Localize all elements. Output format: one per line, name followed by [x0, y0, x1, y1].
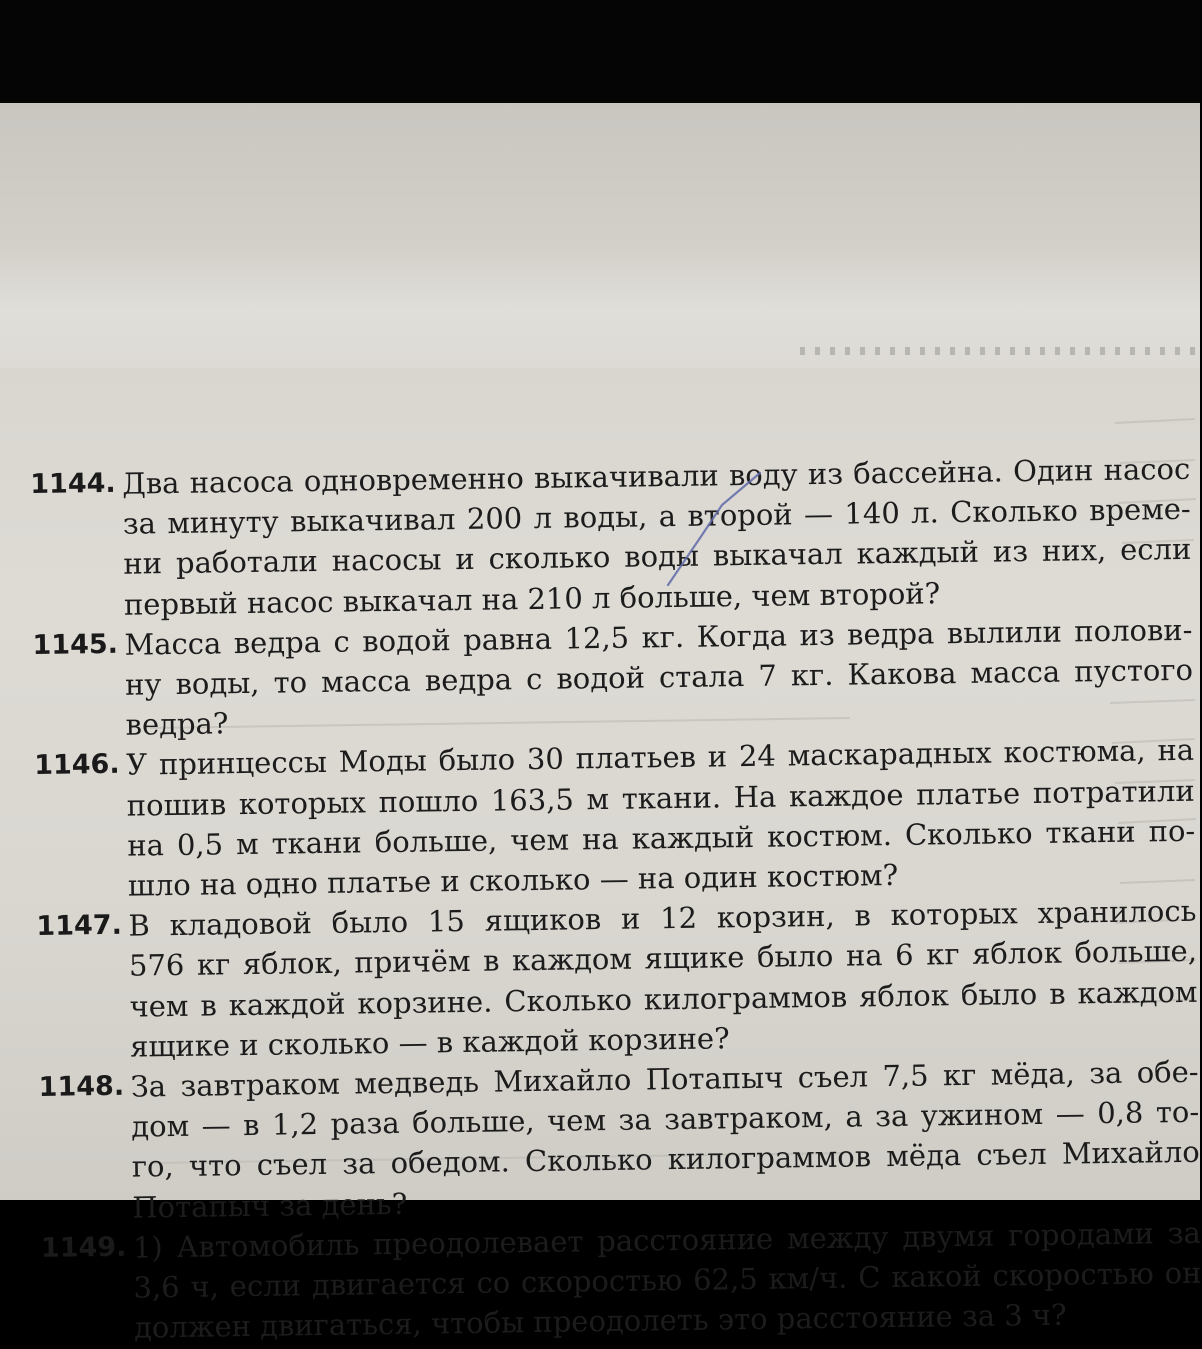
problem-text-line: ну воды, то масса ведра с водой стала 7 кг. Какова масса пустого: [124, 652, 1194, 702]
dashed-cover-seam: [800, 347, 1200, 355]
problem-text-line: шло на одно платье и сколько — на один костюм?: [127, 857, 899, 903]
problem-text-line: За завтраком медведь Михайло Потапыч съел 7,5 кг мёда, за обе-: [130, 1054, 1199, 1104]
problem-number: 1146.: [33, 749, 120, 782]
problem-text-line: чем в каждой корзине. Сколько килограммов яблок было в каждом: [129, 974, 1198, 1024]
problem-1147: [36, 891, 1198, 1068]
dark-background: [0, 0, 1200, 105]
problem-text-line: пошив которых пошло 163,5 м ткани. На каждое платье потратили: [126, 773, 1195, 823]
problem-text-line: У принцессы Моды было 30 платьев и 24 маскарадных костюма, на: [125, 733, 1195, 783]
problem-1149: [41, 1213, 1202, 1349]
problem-text-line: первый насос выкачал на 210 л больше, чем второй?: [123, 575, 941, 622]
problem-1144: [30, 449, 1192, 626]
problem-list: [30, 449, 1202, 1349]
problem-text-line: В кладовой было 15 ящиков и 12 корзин, в которых хранилось: [128, 893, 1197, 943]
problem-text-line: 1) Автомобиль преодолевает расстояние между двумя городами за: [132, 1215, 1202, 1265]
problem-text-line: ведра?: [125, 706, 229, 742]
problem-text-line: должен двигаться, чтобы преодолеть это расстояние за 3 ч?: [133, 1297, 1067, 1345]
problem-text-line: ни работали насосы и сколько воды выкачал каждый из них, если: [123, 532, 1192, 582]
problem-text-line: Два насоса одновременно выкачивали воду из бассейна. Один насос: [122, 451, 1191, 501]
problem-1146: [34, 730, 1196, 907]
problem-text-line: 576 кг яблок, причём в каждом ящике было на 6 кг яблок больше,: [128, 934, 1198, 984]
problem-text-line: 3,6 ч, если двигается со скоростью 62,5 км/ч. С какой скоростью он: [133, 1255, 1202, 1305]
problem-text-line: Потапыч за день?: [132, 1186, 408, 1225]
problem-text-line: ящике и сколько — в каждой корзине?: [129, 1021, 730, 1064]
textbook-page: [0, 103, 1202, 1345]
problem-text-line: Масса ведра с водой равна 12,5 кг. Когда из ведра вылили полови-: [124, 612, 1193, 662]
problem-text-line: за минуту выкачивал 200 л воды, а второй — 140 л. Сколько време-: [122, 492, 1191, 541]
problem-1145: [32, 610, 1194, 747]
problem-number: 1145.: [32, 628, 119, 661]
problem-text-line: дом — в 1,2 раза больше, чем за завтраком, а за ужином — 0,8 то-: [131, 1094, 1200, 1144]
problem-text-line: го, что съел за обедом. Сколько килограммов мёда съел Михайло: [131, 1135, 1200, 1185]
problem-number: 1147.: [36, 909, 123, 943]
problem-number: 1148.: [38, 1070, 125, 1103]
problem-text-line: на 0,5 м ткани больше, чем на каждый костюм. Сколько ткани по-: [127, 813, 1196, 863]
problem-1148: [38, 1052, 1200, 1229]
problem-number: 1149.: [40, 1231, 127, 1264]
problem-number: 1144.: [30, 467, 116, 500]
